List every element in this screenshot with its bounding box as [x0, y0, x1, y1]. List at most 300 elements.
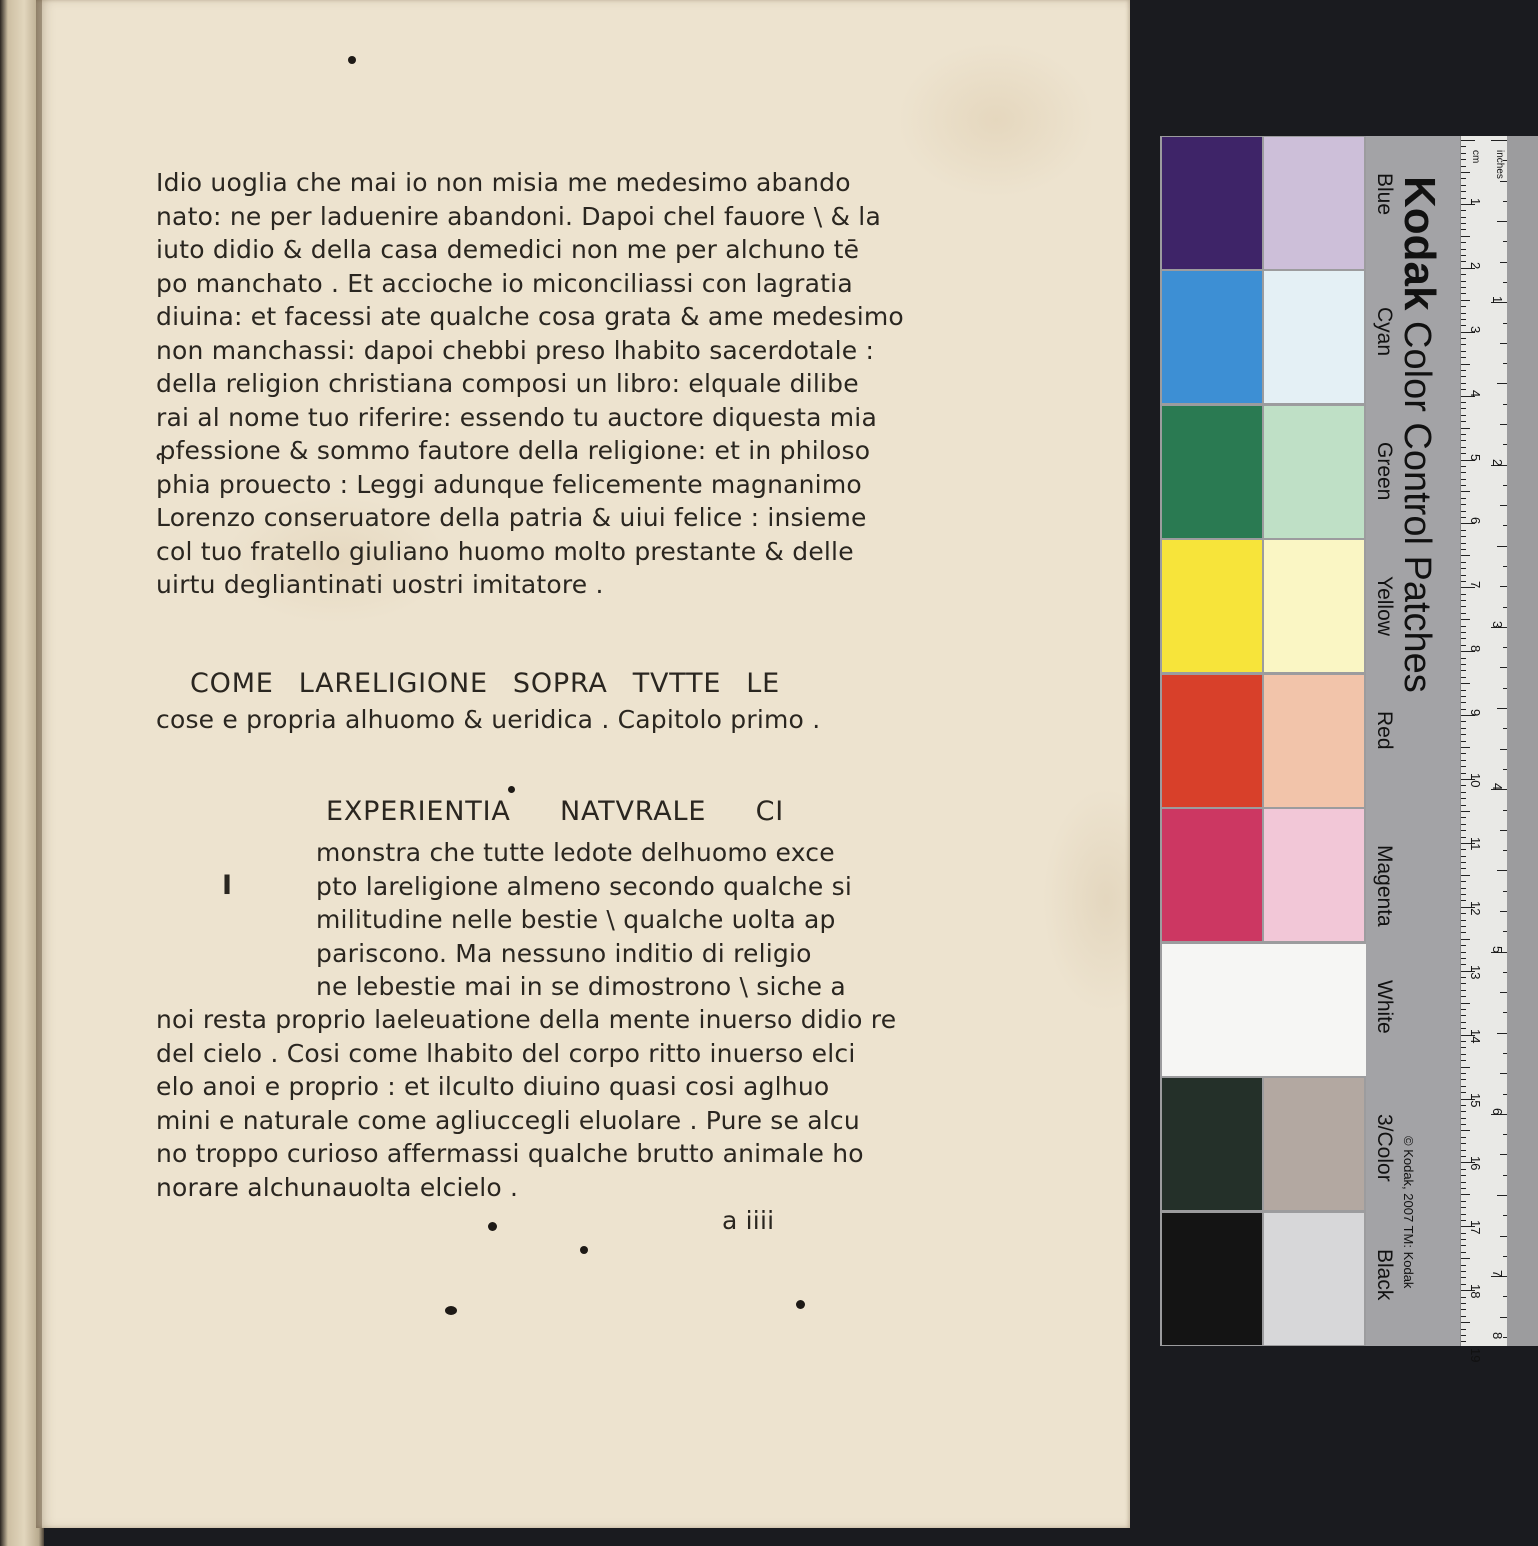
- ruler-tick-cm: [1461, 364, 1470, 365]
- ruler-tick-cm: [1461, 236, 1470, 237]
- ruler-tick-cm: [1461, 511, 1466, 512]
- ruler-tick-cm: [1461, 1067, 1470, 1068]
- ruler-tick-cm: [1461, 766, 1466, 767]
- ruler-tick-cm: [1461, 811, 1470, 812]
- ruler-tick-cm: [1461, 920, 1466, 921]
- text-line: diuina: et facessi ate qualche cosa grata & ame medesimo: [156, 302, 904, 331]
- ruler-cm-number: 19: [1468, 1348, 1483, 1363]
- ruler-tick-cm: [1461, 1156, 1466, 1157]
- ruler-tick-inch: [1503, 1175, 1507, 1176]
- ruler-inch-number: 5: [1490, 945, 1505, 953]
- patch-yellow-light: [1264, 540, 1364, 672]
- text-line: ꝓfessione & sommo fautore della religione: et in philoso: [156, 436, 871, 465]
- color-patches: [1160, 136, 1366, 1346]
- ruler-tick-cm: [1461, 281, 1466, 282]
- ruler-tick-inch: [1500, 667, 1507, 668]
- ruler-tick-cm: [1461, 913, 1466, 914]
- ruler-tick-cm: [1461, 1233, 1466, 1234]
- ruler-tick-inch: [1497, 870, 1507, 871]
- ruler-tick-cm: [1461, 421, 1466, 422]
- ruler-cm-number: 18: [1468, 1284, 1483, 1299]
- ruler-tick-cm: [1461, 837, 1466, 838]
- ruler-tick-inch: [1503, 1012, 1507, 1013]
- chapter-initial-guide-letter: I: [222, 870, 233, 901]
- ruler-tick-cm: [1461, 773, 1466, 774]
- ruler-tick-cm: [1461, 958, 1466, 959]
- ruler-tick-cm: [1461, 683, 1470, 684]
- ruler-tick-cm: [1461, 1137, 1466, 1138]
- measuring-ruler: [1460, 136, 1507, 1363]
- ruler-tick-cm: [1461, 229, 1466, 230]
- ruler-tick-cm: [1461, 932, 1466, 933]
- ruler-tick-cm: [1461, 555, 1470, 556]
- ruler-tick-inch: [1503, 282, 1507, 283]
- ruler-inch-number: 6: [1490, 1107, 1505, 1116]
- ruler-tick-cm: [1461, 447, 1466, 448]
- patch-black-dark: [1162, 1213, 1262, 1345]
- ruler-tick-cm: [1461, 1028, 1466, 1029]
- ruler-tick-cm: [1461, 964, 1466, 965]
- patch-red-dark: [1162, 675, 1262, 807]
- ruler-tick-cm: [1461, 1245, 1466, 1246]
- ruler-tick-cm: [1461, 856, 1466, 857]
- ruler-tick-inch: [1503, 444, 1507, 445]
- text-line: iuto didio & della casa demedici non me per alchuno tē: [156, 235, 860, 264]
- ruler-tick-inch: [1491, 140, 1507, 141]
- ruler-tick-cm: [1461, 734, 1466, 735]
- text-line: nato: ne per laduenire abandoni. Dapoi chel fauore \ & la: [156, 201, 881, 231]
- ruler-tick-cm: [1461, 319, 1466, 320]
- ruler-tick-cm: [1461, 255, 1466, 256]
- ruler-tick-cm: [1461, 242, 1466, 243]
- ruler-tick-cm: [1461, 472, 1466, 473]
- ruler-tick-inch: [1503, 1094, 1507, 1095]
- ruler-tick-cm: [1461, 894, 1466, 895]
- ruler-tick-inch: [1500, 1154, 1507, 1155]
- ruler-tick-cm: [1461, 210, 1466, 211]
- ruler-tick-cm: [1461, 325, 1466, 326]
- ruler-cm-number: 9: [1468, 709, 1483, 717]
- ruler-tick-inch: [1500, 911, 1507, 912]
- patch-magenta-light: [1264, 809, 1364, 941]
- text-line: del cielo . Cosi come lhabito del corpo ritto inuerso elci: [156, 1038, 856, 1068]
- text-line: no troppo curioso affermassi qualche brutto animale ho: [156, 1139, 864, 1168]
- ruler-tick-cm: [1461, 658, 1466, 659]
- ruler-tick-cm: [1461, 1220, 1466, 1221]
- ruler-tick-inch: [1503, 931, 1507, 932]
- ruler-tick-cm: [1461, 223, 1466, 224]
- ruler-tick-cm: [1461, 498, 1466, 499]
- ruler-inch-label: inches: [1494, 150, 1505, 179]
- ruler-tick-cm: [1461, 939, 1470, 940]
- ruler-tick-inch: [1503, 241, 1507, 242]
- ruler-tick-cm: [1461, 696, 1466, 697]
- patch-label: White: [1373, 980, 1396, 1034]
- ruler-tick-cm: [1461, 1015, 1466, 1016]
- patch-label: Magenta: [1373, 845, 1396, 927]
- ruler-tick-cm: [1461, 1086, 1466, 1087]
- ruler-tick-cm: [1461, 300, 1470, 301]
- kodak-title-text: Color Control Patches: [1396, 321, 1438, 693]
- ruler-tick-cm: [1461, 1169, 1466, 1170]
- text-line: uirtu degliantinati uostri imitatore .: [156, 570, 604, 599]
- ruler-tick-cm: [1461, 594, 1466, 595]
- ruler-tick-inch: [1500, 181, 1507, 182]
- ruler-tick-cm: [1461, 817, 1466, 818]
- ruler-tick-cm: [1461, 1124, 1466, 1125]
- ruler-cm-number: 6: [1468, 517, 1483, 525]
- ruler-tick-inch: [1503, 850, 1507, 851]
- ruler-tick-inch: [1500, 343, 1507, 344]
- signature-mark: a iiii: [722, 1206, 775, 1235]
- ruler-tick-cm: [1461, 1239, 1466, 1240]
- kodak-copyright: © Kodak, 2007 TM: Kodak: [1401, 1136, 1416, 1289]
- ink-speck: [348, 56, 356, 64]
- ruler-tick-cm: [1461, 146, 1466, 147]
- ink-speck: [508, 786, 515, 793]
- ruler-tick-cm: [1461, 536, 1466, 537]
- chapter-opening-caps: EXPERIENTIA NATVRALE CI: [326, 796, 784, 827]
- ruler-tick-inch: [1503, 1256, 1507, 1257]
- ruler-tick-cm: [1461, 926, 1466, 927]
- ruler-tick-cm: [1461, 1182, 1466, 1183]
- ruler-tick-cm: [1461, 1265, 1466, 1266]
- ruler-tick-cm: [1461, 402, 1466, 403]
- patch-green-light: [1264, 406, 1364, 538]
- ruler-tick-inch: [1500, 1317, 1507, 1318]
- ruler-cm-number: 12: [1468, 900, 1483, 916]
- ruler-tick-inch: [1503, 810, 1507, 811]
- ruler-tick-cm: [1461, 792, 1466, 793]
- patch-black-light: [1264, 1213, 1364, 1345]
- ruler-tick-cm: [1461, 389, 1466, 390]
- ruler-tick-cm: [1461, 868, 1466, 869]
- text-line: mini e naturale come agliuccegli eluolare . Pure se alcu: [156, 1105, 860, 1135]
- ruler-cm-label: cm: [1470, 150, 1481, 164]
- ruler-cm-number: 1: [1468, 197, 1483, 206]
- ruler-tick-cm: [1461, 1188, 1466, 1189]
- ruler-tick-cm: [1461, 1207, 1466, 1208]
- patch-label: Black: [1373, 1249, 1396, 1301]
- ruler-tick-cm: [1461, 344, 1466, 345]
- ruler-tick-cm: [1461, 619, 1470, 620]
- ruler-tick-cm: [1461, 785, 1466, 786]
- patch-label: Blue: [1373, 173, 1396, 216]
- ruler-tick-cm: [1461, 702, 1466, 703]
- ruler-tick-cm: [1461, 1079, 1466, 1080]
- ruler-tick-cm: [1461, 1047, 1466, 1048]
- patch-3-color-dark: [1162, 1078, 1262, 1210]
- ruler-tick-cm: [1461, 753, 1466, 754]
- page-gutter-shadow: [36, 0, 42, 1528]
- ruler-tick-cm: [1461, 1284, 1466, 1285]
- ruler-tick-cm: [1461, 606, 1466, 607]
- ruler-inch-number: 1: [1490, 296, 1505, 304]
- ruler-tick-cm: [1461, 1322, 1470, 1323]
- ruler-tick-cm: [1461, 645, 1466, 646]
- kodak-brand: Kodak: [1395, 176, 1444, 311]
- ruler-tick-cm: [1461, 1150, 1466, 1151]
- ruler-tick-cm: [1461, 568, 1466, 569]
- ruler-tick-cm: [1461, 1003, 1470, 1004]
- ruler-tick-cm: [1461, 562, 1466, 563]
- ruler-tick-inch: [1500, 992, 1507, 993]
- ruler-tick-inch: [1503, 525, 1507, 526]
- text-line: monstra che tutte ledote delhuomo exce: [316, 838, 835, 867]
- ruler-tick-cm: [1461, 983, 1466, 984]
- text-line: pto lareligione almeno secondo qualche si: [316, 871, 853, 901]
- kodak-title: [1394, 176, 1444, 693]
- ruler-tick-cm: [1461, 191, 1466, 192]
- ruler-tick-cm: [1461, 485, 1466, 486]
- ruler-tick-cm: [1461, 1060, 1466, 1061]
- ruler-tick-cm: [1461, 1194, 1470, 1195]
- patch-label: Red: [1373, 711, 1396, 750]
- ruler-tick-cm: [1461, 153, 1466, 154]
- ruler-tick-inch: [1497, 708, 1507, 709]
- ruler-tick-cm: [1461, 760, 1466, 761]
- ruler-tick-cm: [1461, 1054, 1466, 1055]
- ruler-tick-cm: [1461, 632, 1466, 633]
- ruler-tick-cm: [1461, 178, 1466, 179]
- ruler-tick-cm: [1461, 1297, 1466, 1298]
- ink-speck: [796, 1300, 805, 1309]
- text-line: norare alchunauolta elcielo .: [156, 1172, 519, 1202]
- ruler-tick-cm: [1461, 709, 1466, 710]
- text-line: phia prouecto : Leggi adunque felicemente magnanimo: [156, 469, 862, 499]
- ruler-tick-cm: [1461, 613, 1466, 614]
- ruler-tick-cm: [1461, 1277, 1466, 1278]
- ruler-tick-cm: [1461, 990, 1466, 991]
- ruler-cm-number: 10: [1468, 773, 1483, 788]
- ruler-tick-cm: [1461, 888, 1466, 889]
- ruler-cm-number: 2: [1468, 261, 1483, 270]
- ruler-cm-number: 3: [1468, 325, 1483, 333]
- ruler-tick-cm: [1461, 376, 1466, 377]
- ruler-tick-cm: [1461, 830, 1466, 831]
- ruler-tick-inch: [1503, 1215, 1507, 1216]
- patch-label: Cyan: [1373, 307, 1396, 357]
- ruler-tick-cm: [1461, 1316, 1466, 1317]
- text-line: della religion christiana composi un libro: elquale dilibe: [156, 369, 859, 398]
- ruler-tick-cm: [1461, 504, 1466, 505]
- patch-yellow-dark: [1162, 540, 1262, 672]
- ruler-tick-cm: [1461, 1105, 1466, 1106]
- ruler-cm-number: 17: [1468, 1220, 1483, 1235]
- ruler-tick-cm: [1461, 1175, 1466, 1176]
- ruler-tick-inch: [1503, 201, 1507, 202]
- patch-white: [1162, 944, 1366, 1076]
- ruler-tick-cm: [1461, 428, 1470, 429]
- ruler-tick-cm: [1461, 1201, 1466, 1202]
- ruler-tick-cm: [1461, 434, 1466, 435]
- ruler-cm-number: 5: [1468, 453, 1483, 461]
- ruler-tick-cm: [1461, 747, 1470, 748]
- ruler-tick-inch: [1503, 891, 1507, 892]
- ruler-tick-cm: [1461, 440, 1466, 441]
- text-line: po manchato . Et accioche io miconciliassi con lagratia: [156, 268, 853, 298]
- ruler-tick-inch: [1497, 383, 1507, 384]
- ruler-tick-inch: [1500, 1073, 1507, 1074]
- ruler-tick-inch: [1503, 972, 1507, 973]
- ruler-tick-inch: [1500, 1236, 1507, 1237]
- ruler-tick-cm: [1461, 408, 1466, 409]
- patch-green-dark: [1162, 406, 1262, 538]
- ruler-tick-inch: [1503, 688, 1507, 689]
- ruler-tick-cm: [1461, 530, 1466, 531]
- text-line: non manchassi: dapoi chebbi preso lhabito sacerdotale :: [156, 335, 875, 365]
- ruler-tick-cm: [1461, 287, 1466, 288]
- ruler-tick-inch: [1503, 607, 1507, 608]
- patch-blue-dark: [1162, 137, 1262, 269]
- ruler-tick-cm: [1461, 415, 1466, 416]
- ruler-tick-cm: [1461, 172, 1470, 173]
- ruler-tick-cm: [1461, 1118, 1466, 1119]
- patch-magenta-dark: [1162, 809, 1262, 941]
- ruler-inch-number: 8: [1490, 1332, 1505, 1340]
- ruler-tick-inch: [1500, 586, 1507, 587]
- ruler-tick-cm: [1461, 1252, 1466, 1253]
- ruler-tick-cm: [1461, 1143, 1466, 1144]
- ruler-tick-inch: [1497, 1195, 1507, 1196]
- text-line: ne lebestie mai in se dimostrono \ siche a: [316, 972, 846, 1001]
- ruler-tick-cm: [1461, 383, 1466, 384]
- ruler-tick-cm: [1461, 466, 1466, 467]
- patch-blue-light: [1264, 137, 1364, 269]
- ruler-tick-inch: [1503, 647, 1507, 648]
- ruler-tick-cm: [1461, 453, 1466, 454]
- ruler-tick-cm: [1461, 1009, 1466, 1010]
- ruler-tick-inch: [1500, 505, 1507, 506]
- ruler-tick-cm: [1461, 1022, 1466, 1023]
- ruler-tick-cm: [1461, 664, 1466, 665]
- ruler-tick-inch: [1503, 566, 1507, 567]
- text-line: elo anoi e proprio : et ilculto diuino quasi cosi aglhuo: [156, 1072, 830, 1101]
- ink-speck: [445, 1306, 457, 1315]
- ruler-tick-cm: [1461, 849, 1466, 850]
- ruler-inch-number: 3: [1490, 620, 1505, 629]
- ruler-tick-cm: [1461, 140, 1475, 141]
- ruler-tick-cm: [1461, 996, 1466, 997]
- ruler-tick-cm: [1461, 824, 1466, 825]
- ruler-tick-cm: [1461, 798, 1466, 799]
- text-line: noi resta proprio laeleuatione della mente inuerso didio re: [156, 1005, 897, 1034]
- ruler-tick-cm: [1461, 638, 1466, 639]
- ruler-tick-inch: [1497, 1033, 1507, 1034]
- ruler-tick-cm: [1461, 945, 1466, 946]
- text-line: Lorenzo conseruatore della patria & uiui felice : insieme: [156, 503, 867, 532]
- ruler-tick-cm: [1461, 626, 1466, 627]
- text-line: militudine nelle bestie \ qualche uolta ap: [316, 905, 836, 934]
- ruler-tick-cm: [1461, 862, 1466, 863]
- ruler-tick-cm: [1461, 198, 1466, 199]
- ruler-cm-number: 4: [1468, 389, 1483, 397]
- ruler-tick-inch: [1497, 221, 1507, 222]
- ruler-tick-cm: [1461, 1258, 1470, 1259]
- ruler-tick-inch: [1503, 404, 1507, 405]
- chapter-subheading: cose e propria alhuomo & ueridica . Capitolo primo .: [156, 705, 821, 734]
- ruler-tick-inch: [1503, 1053, 1507, 1054]
- ruler-tick-cm: [1461, 1111, 1466, 1112]
- ruler-tick-cm: [1461, 1073, 1466, 1074]
- ruler-tick-cm: [1461, 600, 1466, 601]
- ruler-cm-number: 11: [1468, 836, 1483, 851]
- ruler-inch-number: 7: [1490, 1270, 1505, 1278]
- ruler-tick-cm: [1461, 875, 1470, 876]
- chapter-heading: COME LARELIGIONE SOPRA TVTTE LE: [190, 668, 780, 699]
- ruler-tick-cm: [1461, 185, 1466, 186]
- ruler-tick-cm: [1461, 1092, 1466, 1093]
- ruler-cm-number: 15: [1468, 1092, 1483, 1107]
- ruler-tick-cm: [1461, 517, 1466, 518]
- ruler-tick-inch: [1503, 485, 1507, 486]
- ruler-tick-cm: [1461, 977, 1466, 978]
- ruler-tick-cm: [1461, 952, 1466, 953]
- ruler-tick-cm: [1461, 543, 1466, 544]
- ruler-tick-cm: [1461, 805, 1466, 806]
- ruler-tick-cm: [1461, 370, 1466, 371]
- ruler-tick-cm: [1461, 721, 1466, 722]
- ruler-tick-cm: [1461, 900, 1466, 901]
- ruler-tick-inch: [1503, 323, 1507, 324]
- ruler-tick-cm: [1461, 166, 1466, 167]
- text-line: pariscono. Ma nessuno inditio di religio: [316, 938, 812, 968]
- patch-label: Yellow: [1373, 576, 1396, 636]
- ruler-tick-cm: [1461, 670, 1466, 671]
- ruler-inch-number: 2: [1490, 458, 1505, 466]
- ruler-tick-cm: [1461, 351, 1466, 352]
- ruler-tick-cm: [1461, 1335, 1466, 1336]
- ruler-tick-inch: [1503, 363, 1507, 364]
- ink-speck: [580, 1246, 588, 1254]
- ruler-tick-cm: [1461, 1271, 1466, 1272]
- ruler-tick-cm: [1461, 159, 1466, 160]
- ruler-tick-cm: [1461, 491, 1470, 492]
- text-line: rai al nome tuo riferire: essendo tu auctore diquesta mia: [156, 402, 877, 432]
- ruler-tick-cm: [1461, 1341, 1466, 1342]
- patch-cyan-light: [1264, 271, 1364, 403]
- ruler-tick-cm: [1461, 261, 1466, 262]
- ruler-tick-cm: [1461, 293, 1466, 294]
- ruler-tick-cm: [1461, 306, 1466, 307]
- ruler-tick-cm: [1461, 881, 1466, 882]
- patch-cyan-dark: [1162, 271, 1262, 403]
- ruler-tick-cm: [1461, 274, 1466, 275]
- ruler-tick-cm: [1461, 581, 1466, 582]
- ruler-tick-cm: [1461, 249, 1466, 250]
- ruler-cm-number: 8: [1468, 645, 1483, 653]
- ruler-tick-cm: [1461, 1041, 1466, 1042]
- ruler-tick-cm: [1461, 1303, 1466, 1304]
- ruler-tick-inch: [1500, 424, 1507, 425]
- ruler-tick-inch: [1497, 546, 1507, 547]
- patch-red-light: [1264, 675, 1364, 807]
- text-line: Idio uoglia che mai io non misia me medesimo abando: [156, 168, 851, 197]
- text-line: col tuo fratello giuliano huomo molto prestante & delle: [156, 536, 854, 566]
- ruler-tick-cm: [1461, 338, 1466, 339]
- ruler-tick-cm: [1461, 690, 1466, 691]
- ruler-tick-inch: [1503, 1134, 1507, 1135]
- patch-label: Green: [1373, 442, 1396, 501]
- ruler-tick-cm: [1461, 575, 1466, 576]
- ruler-cm-number: 16: [1468, 1156, 1483, 1171]
- ruler-tick-inch: [1500, 830, 1507, 831]
- ruler-tick-cm: [1461, 313, 1466, 314]
- ruler-tick-cm: [1461, 741, 1466, 742]
- ruler-cm-number: 7: [1468, 581, 1483, 589]
- ruler-tick-inch: [1503, 728, 1507, 729]
- patch-3-color-light: [1264, 1078, 1364, 1210]
